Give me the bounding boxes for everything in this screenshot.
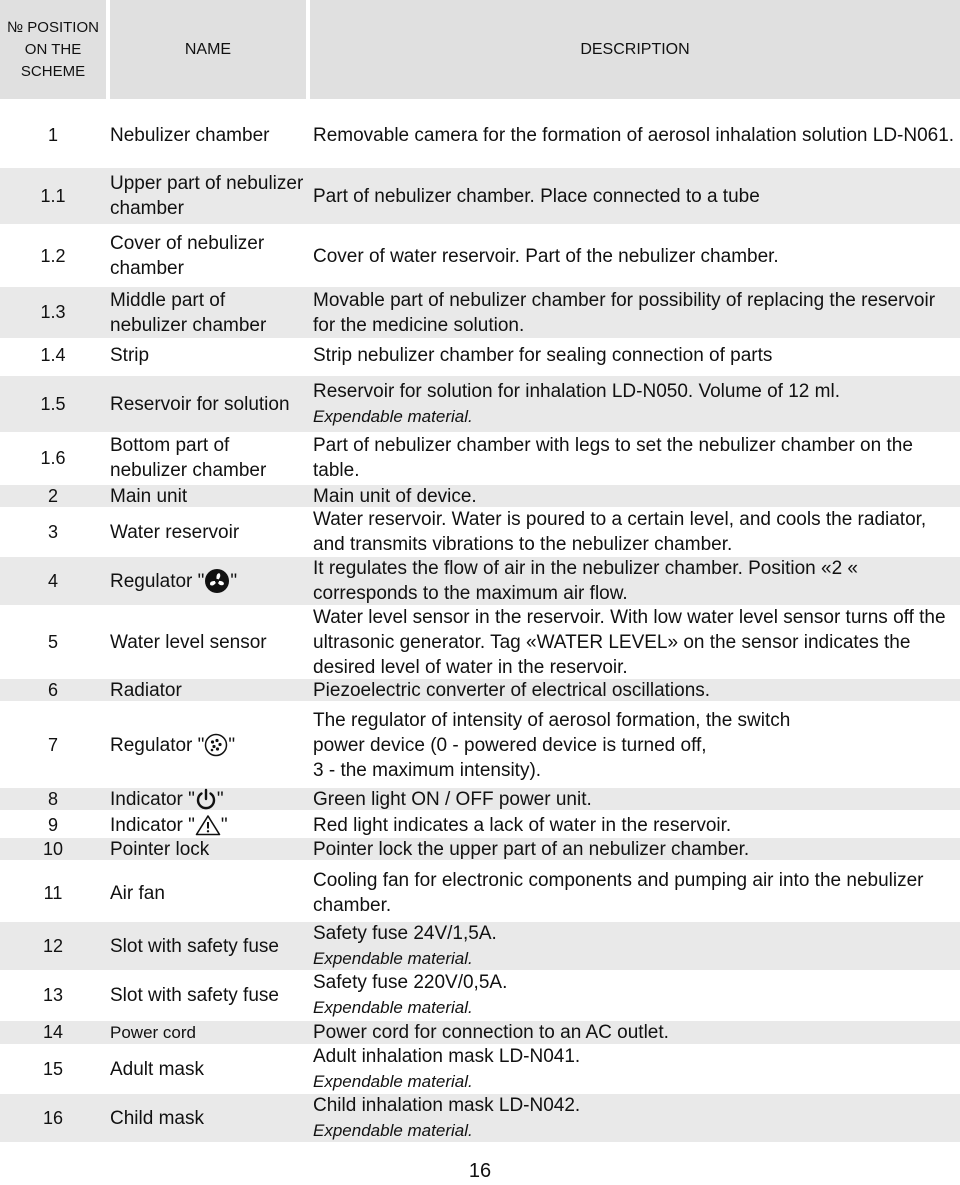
row-description-line: 3 - the maximum intensity). [313,759,542,781]
table-row [0,1094,960,1142]
table-row [0,376,960,432]
row-name-suffix: " [230,570,238,592]
row-name: Indicator " [110,814,195,836]
table-row [0,679,960,701]
row-name: Slot with safety fuse [110,984,279,1006]
table-row [0,788,960,810]
header-position: № POSITION ON THE SCHEME [0,0,106,99]
row-name: Pointer lock [110,838,210,860]
row-position: 8 [47,788,58,809]
row-name: Water level sensor [110,631,267,653]
row-name: Bottom part of nebulizer chamber [110,435,267,481]
row-position: 1.4 [40,344,66,365]
row-position: 6 [47,679,58,700]
row-name: Radiator [110,679,182,701]
header-description: DESCRIPTION [310,0,960,99]
row-description: Pointer lock the upper part of an nebulizer chamber. [313,838,750,860]
row-description: Red light indicates a lack of water in the reservoir. [313,814,732,836]
row-position: 13 [42,984,64,1005]
row-description: Main unit of device. [313,485,477,507]
row-description: Water level sensor in the reservoir. With low water level sensor turns off the ultrasonic generator. Tag «WATER LEVEL» on the sensor indicates the desired level of water in the reservoir. [313,606,946,678]
row-description: Removable camera for the formation of aerosol inhalation solution LD-N061. [313,124,955,146]
table-row [0,557,960,605]
row-description-line: The regulator of intensity of aerosol formation, the switch [313,709,791,731]
expendable-note: Expendable material. [313,949,473,968]
row-description: It regulates the flow of air in the nebulizer chamber. Position «2 « corresponds to the maximum air flow. [313,558,858,604]
row-name: Reservoir for solution [110,393,290,415]
row-description: Water reservoir. Water is poured to a certain level, and cools the radiator, and transmits vibrations to the nebulizer chamber. [313,509,927,555]
expendable-note: Expendable material. [313,407,473,426]
row-name: Indicator " [110,788,195,810]
row-name: Child mask [110,1107,204,1129]
row-description: Movable part of nebulizer chamber for possibility of replacing the reservoir for the medicine solution. [313,289,936,336]
header-name: NAME [110,0,306,99]
table-row [0,228,960,284]
row-name-suffix: " [228,734,236,756]
row-name: Adult mask [110,1058,204,1080]
row-name: Strip [110,344,150,366]
row-description: Safety fuse 24V/1,5A. [313,923,497,944]
row-position: 1.2 [40,245,66,266]
row-position: 1.1 [40,185,66,206]
table-row [0,1021,960,1044]
expendable-note: Expendable material. [313,1072,473,1091]
fan-icon [204,568,230,594]
row-position: 15 [42,1058,64,1079]
row-position: 2 [47,485,58,506]
table-row [0,433,960,483]
row-description: Cooling fan for electronic components and pumping air into the nebulizer chamber. [313,870,924,916]
row-name: Water reservoir [110,521,240,543]
row-position: 10 [42,838,64,859]
row-name: Regulator " [110,734,205,756]
warning-icon [195,814,221,836]
table-row [0,813,960,837]
row-position: 1.3 [40,302,66,322]
table-row [0,922,960,970]
expendable-note: Expendable material. [313,1121,473,1140]
row-position: 1 [47,124,58,145]
row-position: 11 [43,882,63,903]
row-name: Air fan [110,882,165,904]
table-row [0,838,960,860]
table-row [0,104,960,166]
row-description: Power cord for connection to an AC outlet. [313,1022,669,1043]
row-name: Slot with safety fuse [110,935,279,957]
row-name-suffix: " [220,814,228,836]
row-name: Power cord [110,1023,196,1042]
row-position: 9 [47,814,58,835]
table-row [0,606,960,678]
row-description: Safety fuse 220V/0,5A. [313,972,508,993]
row-position: 12 [42,935,64,956]
row-name: Regulator " [110,570,205,592]
table-row [0,705,960,785]
page-number: 16 [468,1160,492,1182]
table-row [0,168,960,224]
table-row [0,508,960,556]
table-row [0,287,960,338]
row-name-suffix: " [216,788,224,810]
row-position: 14 [42,1022,64,1042]
row-position: 1.6 [40,447,66,468]
row-name: Nebulizer chamber [110,124,270,146]
row-position: 1.5 [40,393,66,414]
row-description: Piezoelectric converter of electrical oscillations. [313,679,711,701]
row-position: 7 [47,734,58,755]
table-row [0,866,960,920]
row-description: Adult inhalation mask LD-N041. [313,1046,581,1067]
row-description-line: power device (0 - powered device is turned off, [313,734,707,756]
row-position: 16 [42,1107,64,1128]
row-name: Main unit [110,485,188,507]
row-name: Middle part of nebulizer chamber [110,289,267,336]
row-name: Upper part of nebulizer chamber [110,173,304,219]
row-name: Cover of nebulizer chamber [110,233,265,279]
row-description: Child inhalation mask LD-N042. [313,1095,581,1116]
row-position: 4 [47,570,58,591]
table-row [0,485,960,507]
row-description: Green light ON / OFF power unit. [313,788,592,810]
table-row [0,340,960,370]
row-description: Strip nebulizer chamber for sealing connection of parts [313,344,773,366]
aerosol-icon [204,733,228,757]
row-description: Part of nebulizer chamber. Place connected to a tube [313,185,760,207]
expendable-note: Expendable material. [313,998,473,1017]
row-description: Cover of water reservoir. Part of the nebulizer chamber. [313,245,779,267]
row-position: 3 [47,521,58,542]
row-position: 5 [47,631,58,652]
row-description: Reservoir for solution for inhalation LD-N050. Volume of 12 ml. [313,381,840,402]
row-description: Part of nebulizer chamber with legs to set the nebulizer chamber on the table. [313,435,913,481]
table-row [0,971,960,1019]
table-row [0,1045,960,1093]
power-icon [195,788,217,810]
